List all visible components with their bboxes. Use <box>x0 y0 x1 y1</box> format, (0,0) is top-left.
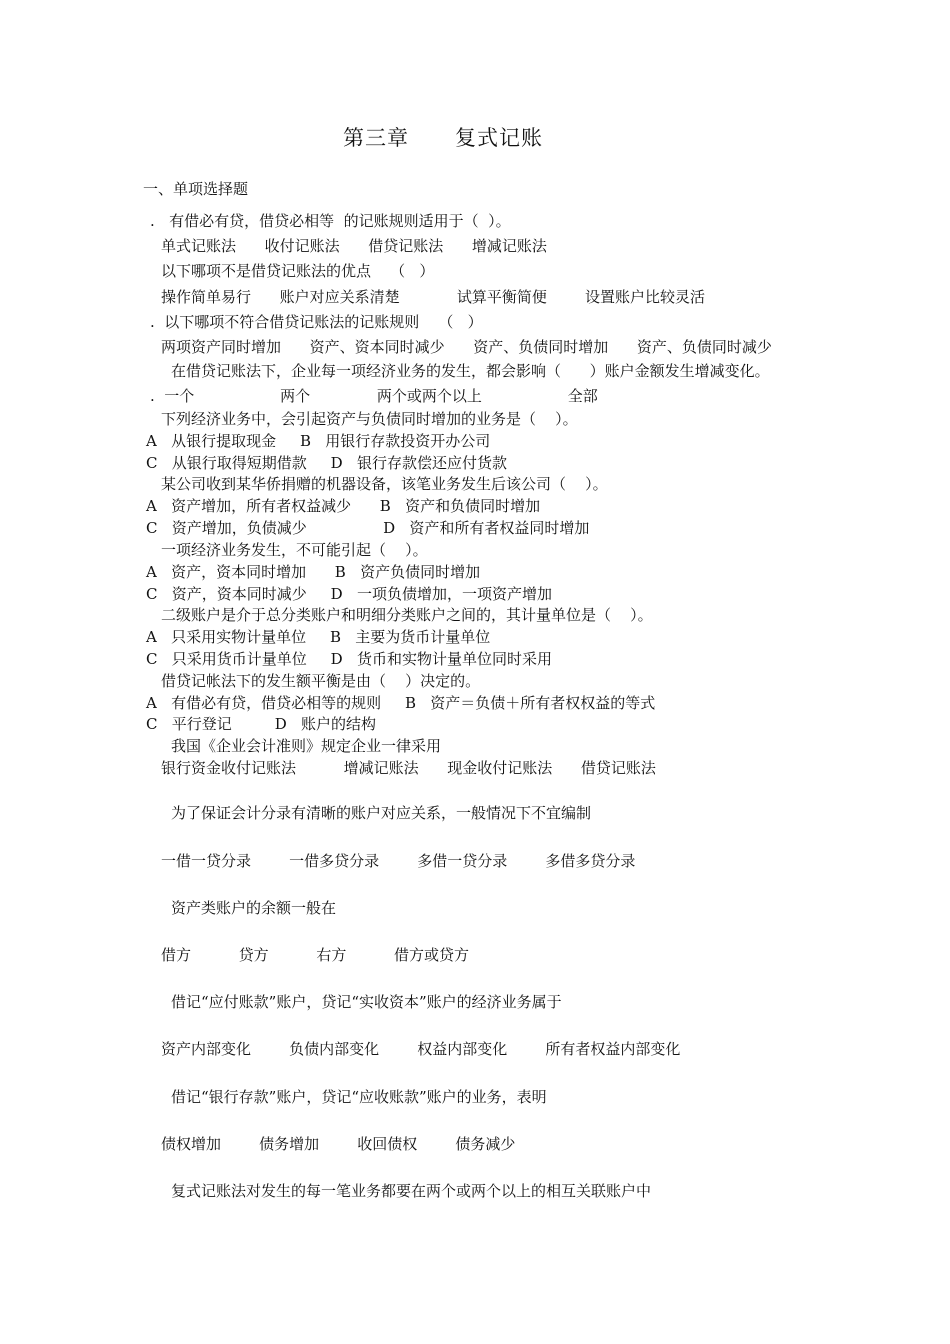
question-13-options: 资产内部变化 负债内部变化 权益内部变化 所有者权益内部变化 <box>161 1040 681 1058</box>
question-7-options-ab: A 资产，资本同时增加 B 资产负债同时增加 <box>146 563 481 581</box>
question-4-options: . 一个 两个 两个或两个以上 全部 <box>150 387 598 405</box>
question-9-options-ab: A 有借必有贷，借贷必相等的规则 B 资产＝负债＋所有者权权益的等式 <box>146 694 656 712</box>
question-6-options-ab: A 资产增加，所有者权益减少 B 资产和负债同时增加 <box>146 497 541 515</box>
question-6-options-cd: C 资产增加，负债减少 D 资产和所有者权益同时增加 <box>146 519 590 537</box>
question-3: . 以下哪项不符合借贷记账法的记账规则 （ ） <box>150 313 483 331</box>
question-8-options-ab: A 只采用实物计量单位 B 主要为货币计量单位 <box>146 628 491 646</box>
question-6: 某公司收到某华侨捐赠的机器设备，该笔业务发生后该公司（ ）。 <box>161 475 608 493</box>
question-1: . 有借必有贷，借贷必相等 的记账规则适用于（ ）。 <box>150 212 511 230</box>
question-12: 资产类账户的余额一般在 <box>171 899 337 917</box>
question-14: 借记“银行存款”账户，贷记“应收账款”账户的业务，表明 <box>171 1088 547 1106</box>
question-7: 一项经济业务发生，不可能引起（ ）。 <box>161 541 428 559</box>
question-4: 在借贷记账法下，企业每一项经济业务的发生，都会影响（ ）账户金额发生增减变化。 <box>171 362 770 380</box>
question-5-options-cd: C 从银行取得短期借款 D 银行存款偿还应付货款 <box>146 454 507 472</box>
question-11-options: 一借一贷分录 一借多贷分录 多借一贷分录 多借多贷分录 <box>161 852 636 870</box>
question-15: 复式记账法对发生的每一笔业务都要在两个或两个以上的相互关联账户中 <box>171 1182 652 1200</box>
question-5: 下列经济业务中，会引起资产与负债同时增加的业务是（ ）。 <box>161 410 578 428</box>
question-12-options: 借方 贷方 右方 借方或贷方 <box>161 946 470 964</box>
question-9: 借贷记帐法下的发生额平衡是由（ ）决定的。 <box>161 672 481 690</box>
question-3-options: 两项资产同时增加 资产、资本同时减少 资产、负债同时增加 资产、负债同时减少 <box>161 338 772 356</box>
question-2-options: 操作简单易行 账户对应关系清楚 试算平衡简便 设置账户比较灵活 <box>161 288 705 306</box>
question-2: 以下哪项不是借贷记账法的优点 （ ） <box>161 262 435 280</box>
question-11: 为了保证会计分录有清晰的账户对应关系，一般情况下不宜编制 <box>171 804 592 822</box>
question-1-options: 单式记账法 收付记账法 借贷记账法 增减记账法 <box>161 237 547 255</box>
question-5-options-ab: A 从银行提取现金 B 用银行存款投资开办公司 <box>146 432 491 450</box>
section-heading: 一、单项选择题 <box>143 180 249 198</box>
question-10-options: 银行资金收付记账法 增减记账法 现金收付记账法 借贷记账法 <box>161 759 656 777</box>
question-10: 我国《企业会计准则》规定企业一律采用 <box>171 737 442 755</box>
question-9-options-cd: C 平行登记 D 账户的结构 <box>146 715 377 733</box>
question-8: 二级账户是介于总分类账户和明细分类账户之间的，其计量单位是（ ）。 <box>161 606 653 624</box>
question-8-options-cd: C 只采用货币计量单位 D 货币和实物计量单位同时采用 <box>146 650 552 668</box>
question-14-options: 债权增加 债务增加 收回债权 债务减少 <box>161 1135 516 1153</box>
question-7-options-cd: C 资产，资本同时减少 D 一项负债增加，一项资产增加 <box>146 585 552 603</box>
page-title: 第三章 复式记账 <box>342 126 544 150</box>
question-13: 借记“应付账款”账户，贷记“实收资本”账户的经济业务属于 <box>171 993 562 1011</box>
